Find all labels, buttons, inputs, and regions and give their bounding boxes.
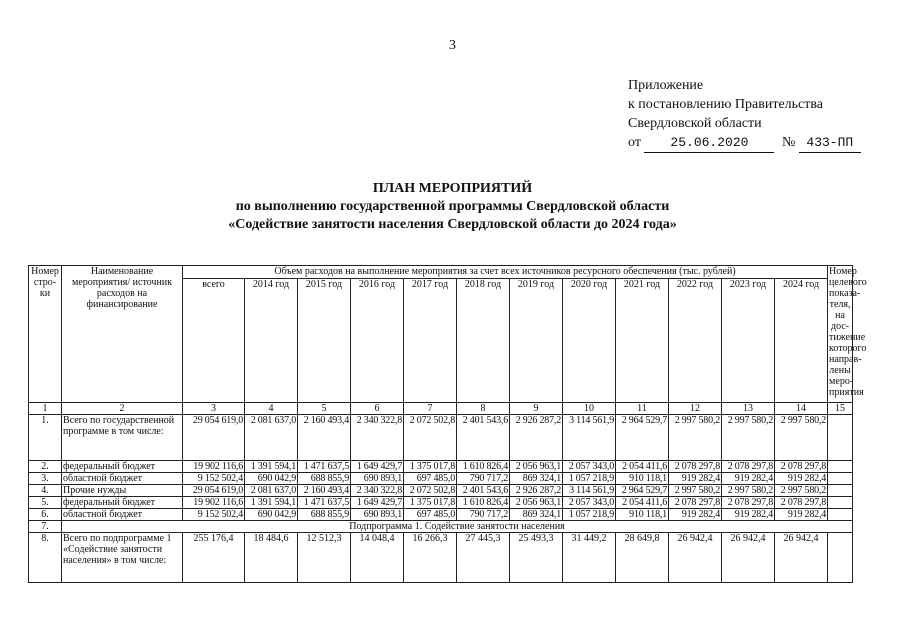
appendix-line-3: Свердловской области	[628, 116, 762, 131]
row-target	[828, 497, 853, 509]
row-value: 2 926 287,2	[510, 485, 563, 497]
row-target	[828, 461, 853, 473]
row-value: 3 114 561,9	[563, 485, 616, 497]
row-value: 919 282,4	[722, 509, 775, 521]
row-value: 2 997 580,2	[669, 485, 722, 497]
header-year: 2023 год	[722, 279, 775, 403]
column-index: 4	[245, 403, 298, 415]
column-index: 7	[404, 403, 457, 415]
row-target	[828, 473, 853, 485]
row-value: 2 057 343,0	[563, 461, 616, 473]
row-value: 2 997 580,2	[722, 485, 775, 497]
row-value: 1 375 017,8	[404, 497, 457, 509]
row-value: 1 057 218,9	[563, 509, 616, 521]
row-value: 790 717,2	[457, 473, 510, 485]
date-prefix: от	[628, 135, 641, 150]
row-number: 1.	[29, 415, 62, 461]
column-index: 12	[669, 403, 722, 415]
row-value: 690 042,9	[245, 509, 298, 521]
row-value: 2 401 543,6	[457, 415, 510, 461]
header-year: 2017 год	[404, 279, 457, 403]
column-index: 6	[351, 403, 404, 415]
column-index: 10	[563, 403, 616, 415]
date-value: 25.06.2020	[670, 135, 749, 150]
row-value: 1 375 017,8	[404, 461, 457, 473]
row-name: Всего по подпрограмме 1 «Содействие занятости населения» в том числе:	[62, 533, 183, 583]
column-index: 11	[616, 403, 669, 415]
header-year: 2022 год	[669, 279, 722, 403]
row-value: 1 057 218,9	[563, 473, 616, 485]
row-value: 1 610 826,4	[457, 461, 510, 473]
column-index: 15	[828, 403, 853, 415]
row-value: 688 855,9	[298, 509, 351, 521]
column-index: 1	[29, 403, 62, 415]
appendix-line-1: Приложение	[628, 78, 704, 93]
row-value: 1 391 594,1	[245, 497, 298, 509]
row-value: 12 512,3	[298, 533, 351, 583]
header-year: всего	[183, 279, 245, 403]
row-value: 19 902 116,6	[183, 497, 245, 509]
table-row	[29, 461, 853, 473]
row-value: 9 152 502,4	[183, 509, 245, 521]
row-value: 2 340 322,8	[351, 485, 404, 497]
row-value: 690 042,9	[245, 473, 298, 485]
header-year: 2021 год	[616, 279, 669, 403]
row-value: 2 340 322,8	[351, 415, 404, 461]
row-value: 27 445,3	[457, 533, 510, 583]
row-value: 2 964 529,7	[616, 415, 669, 461]
table-row	[29, 415, 853, 461]
row-value: 790 717,2	[457, 509, 510, 521]
row-value: 2 081 637,0	[245, 415, 298, 461]
column-index-row	[29, 403, 853, 415]
row-value: 2 401 543,6	[457, 485, 510, 497]
row-number: 6.	[29, 509, 62, 521]
column-index: 14	[775, 403, 828, 415]
header-year: 2018 год	[457, 279, 510, 403]
row-value: 2 072 502,8	[404, 415, 457, 461]
title-line-1: ПЛАН МЕРОПРИЯТИЙ	[372, 181, 533, 196]
row-value: 29 054 619,0	[183, 415, 245, 461]
row-value: 28 649,8	[616, 533, 669, 583]
row-value: 697 485,0	[404, 473, 457, 485]
row-value: 31 449,2	[563, 533, 616, 583]
row-target	[828, 533, 853, 583]
row-value: 255 176,4	[183, 533, 245, 583]
column-index: 8	[457, 403, 510, 415]
column-index: 2	[62, 403, 183, 415]
title-line-2: по выполнению государственной программы Свердловской области	[235, 199, 670, 214]
row-number: 3.	[29, 473, 62, 485]
subprogram-title: Подпрограмма 1. Содействие занятости населения	[62, 521, 853, 533]
row-value: 2 054 411,6	[616, 461, 669, 473]
row-value: 18 484,6	[245, 533, 298, 583]
column-index: 3	[183, 403, 245, 415]
row-value: 869 324,1	[510, 509, 563, 521]
row-value: 919 282,4	[669, 473, 722, 485]
row-value: 2 054 411,6	[616, 497, 669, 509]
row-value: 869 324,1	[510, 473, 563, 485]
table-row	[29, 473, 853, 485]
row-value: 29 054 619,0	[183, 485, 245, 497]
header-row-number: Номер стро-ки	[29, 266, 62, 403]
row-value: 2 926 287,2	[510, 415, 563, 461]
row-value: 2 160 493,4	[298, 415, 351, 461]
row-value: 2 078 297,8	[669, 497, 722, 509]
row-value: 2 056 963,1	[510, 461, 563, 473]
row-value: 2 056 963,1	[510, 497, 563, 509]
row-number: 8.	[29, 533, 62, 583]
row-value: 16 266,3	[404, 533, 457, 583]
date-field	[644, 133, 774, 153]
page-number: 3	[449, 38, 456, 53]
row-name: Прочие нужды	[62, 485, 183, 497]
row-name: областной бюджет	[62, 509, 183, 521]
row-value: 2 078 297,8	[775, 461, 828, 473]
title-line-3: «Содействие занятости населения Свердловской области до 2024 года»	[228, 217, 677, 232]
row-value: 2 997 580,2	[669, 415, 722, 461]
table-row	[29, 497, 853, 509]
header-year: 2024 год	[775, 279, 828, 403]
appendix-block	[628, 76, 861, 153]
appendix-date-line	[628, 133, 861, 153]
row-value: 2 964 529,7	[616, 485, 669, 497]
row-name: федеральный бюджет	[62, 497, 183, 509]
row-value: 2 078 297,8	[775, 497, 828, 509]
row-number: 2.	[29, 461, 62, 473]
row-name: федеральный бюджет	[62, 461, 183, 473]
table-row	[29, 509, 853, 521]
header-year: 2014 год	[245, 279, 298, 403]
row-value: 1 649 429,7	[351, 497, 404, 509]
row-value: 690 893,1	[351, 509, 404, 521]
row-value: 2 078 297,8	[669, 461, 722, 473]
number-value: 433-ПП	[806, 135, 854, 150]
document-title	[0, 180, 905, 234]
row-name: областной бюджет	[62, 473, 183, 485]
column-index: 9	[510, 403, 563, 415]
row-value: 910 118,1	[616, 473, 669, 485]
column-index: 5	[298, 403, 351, 415]
row-number: 5.	[29, 497, 62, 509]
row-value: 2 057 343,0	[563, 497, 616, 509]
row-value: 26 942,4	[722, 533, 775, 583]
row-value: 919 282,4	[669, 509, 722, 521]
subprogram-row	[29, 521, 853, 533]
column-index: 13	[722, 403, 775, 415]
header-year: 2019 год	[510, 279, 563, 403]
header-volume: Объем расходов на выполнение мероприятия за счет всех источников ресурсного обеспечения (тыс. рублей)	[183, 266, 828, 279]
row-value: 2 160 493,4	[298, 485, 351, 497]
number-field	[799, 133, 861, 153]
row-value: 26 942,4	[669, 533, 722, 583]
row-value: 25 493,3	[510, 533, 563, 583]
row-value: 1 610 826,4	[457, 497, 510, 509]
row-target	[828, 415, 853, 461]
row-value: 2 997 580,2	[722, 415, 775, 461]
row-value: 2 081 637,0	[245, 485, 298, 497]
table-row	[29, 485, 853, 497]
row-value: 688 855,9	[298, 473, 351, 485]
row-value: 690 893,1	[351, 473, 404, 485]
row-value: 19 902 116,6	[183, 461, 245, 473]
header-year: 2015 год	[298, 279, 351, 403]
row-value: 1 471 637,5	[298, 497, 351, 509]
row-value: 697 485,0	[404, 509, 457, 521]
header-year: 2020 год	[563, 279, 616, 403]
row-value: 2 997 580,2	[775, 485, 828, 497]
header-name: Наименование мероприятия/ источник расходов на финансирование	[62, 266, 183, 403]
row-target	[828, 485, 853, 497]
header-year: 2016 год	[351, 279, 404, 403]
row-number: 7.	[29, 521, 62, 533]
number-prefix: №	[781, 135, 796, 150]
row-value: 1 391 594,1	[245, 461, 298, 473]
row-value: 919 282,4	[722, 473, 775, 485]
row-value: 919 282,4	[775, 509, 828, 521]
row-value: 1 471 637,5	[298, 461, 351, 473]
table-body	[29, 403, 853, 583]
row-value: 1 649 429,7	[351, 461, 404, 473]
row-value: 3 114 561,9	[563, 415, 616, 461]
row-value: 2 072 502,8	[404, 485, 457, 497]
appendix-line-2: к постановлению Правительства	[628, 97, 824, 112]
row-name: Всего по государственной программе в том числе:	[62, 415, 183, 461]
plan-table	[28, 265, 867, 583]
row-value: 2 078 297,8	[722, 461, 775, 473]
row-value: 2 997 580,2	[775, 415, 828, 461]
row-value: 919 282,4	[775, 473, 828, 485]
table-row	[29, 533, 853, 583]
header-target: Номер целевого показа-теля, на дос-тижение которого направ-лены меро-приятия	[828, 266, 853, 403]
row-value: 9 152 502,4	[183, 473, 245, 485]
row-target	[828, 509, 853, 521]
row-value: 2 078 297,8	[722, 497, 775, 509]
row-number: 4.	[29, 485, 62, 497]
row-value: 910 118,1	[616, 509, 669, 521]
row-value: 14 048,4	[351, 533, 404, 583]
row-value: 26 942,4	[775, 533, 828, 583]
